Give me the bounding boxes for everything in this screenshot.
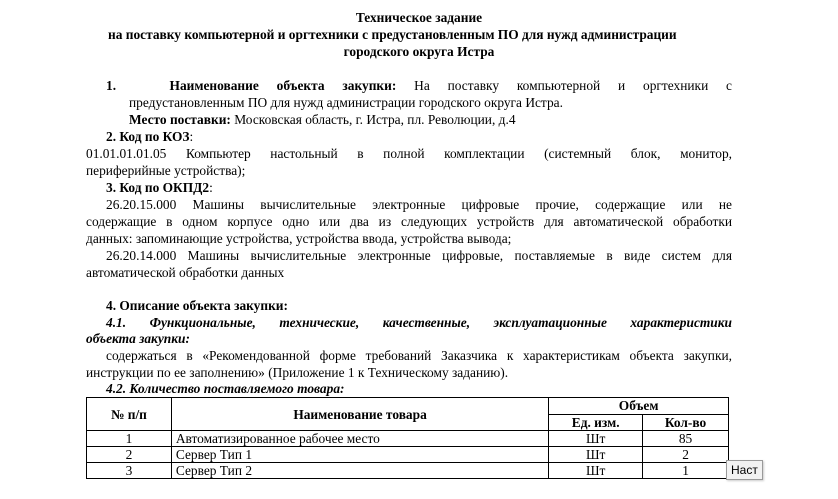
tooltip: Наст: [726, 460, 763, 480]
section3-p1-line2: [86, 213, 732, 230]
delivery-place-text: Московская область, г. Истра, пл. Революции, д.4: [234, 112, 516, 127]
section3-p2-line2: автоматической обработки данных: [86, 265, 285, 280]
row-num: 1: [87, 431, 172, 447]
section2-line1-text: 01.01.01.01.05 Компьютер настольный в полной комплектации (системный блок, монитор,: [86, 146, 732, 161]
section3-heading-text: 3. Код по ОКПД2: [106, 180, 210, 195]
section1-label: Наименование объекта закупки:: [169, 78, 397, 93]
section4-text-line2: инструкции по ее заполнению» (Приложение 1 к Техническому заданию).: [86, 365, 509, 380]
section4-heading: 4. Описание объекта закупки:: [106, 298, 288, 313]
row-qty: 85: [643, 431, 729, 447]
row-unit: Шт: [549, 463, 643, 479]
row-name: Сервер Тип 1: [171, 447, 548, 463]
delivery-place-label: Место поставки:: [129, 112, 231, 127]
row-num: 3: [87, 463, 172, 479]
section4-sub1-line1: [106, 314, 732, 331]
row-name: Сервер Тип 2: [171, 463, 548, 479]
row-name: Автоматизированное рабочее место: [171, 431, 548, 447]
section3-p1-line1: [106, 196, 732, 213]
row-qty: 2: [643, 447, 729, 463]
section3-colon: :: [209, 180, 213, 195]
header-volume: Объем: [549, 398, 729, 415]
header-name: Наименование товара: [171, 398, 548, 431]
section4-text-line1-text: содержаться в «Рекомендованной форме требований Заказчика к характеристикам объекта закупки,: [106, 348, 732, 363]
section3-p1-line1-text: 26.20.15.000 Машины вычислительные электронные цифровые прочие, содержащие или не: [106, 197, 732, 212]
document-subtitle-line2: городского округа Истра: [343, 44, 495, 59]
table-row: [87, 431, 729, 447]
section1-number: 1.: [106, 78, 117, 93]
delivery-place: [129, 111, 516, 128]
header-qty: Кол-во: [643, 414, 729, 431]
header-unit: Ед. изм.: [549, 414, 643, 431]
section3-p1-line2-text: содержащие в одном корпусе одно или два из следующих устройств для автоматической обработки: [86, 214, 732, 229]
row-unit: Шт: [549, 447, 643, 463]
section2-line1: [86, 145, 732, 162]
section2-heading: [106, 128, 193, 145]
goods-table: [86, 397, 729, 479]
row-qty: 1: [643, 463, 729, 479]
document-subtitle-line1: на поставку компьютерной и оргтехники с предустановленным ПО для нужд администрации: [108, 27, 677, 42]
section4-sub2: 4.2. Количество поставляемого товара:: [106, 381, 345, 396]
section2-colon: :: [189, 129, 194, 144]
section3-p1-line3: данных: запоминающие устройства, устройства ввода, устройства вывода;: [86, 231, 512, 246]
row-unit: Шт: [549, 431, 643, 447]
table-row: [87, 463, 729, 479]
section4-text-line1: [106, 347, 732, 364]
header-num: № п/п: [87, 398, 172, 431]
section4-sub1-line1-text: 4.1. Функциональные, технические, качественные, эксплуатационные характеристики: [106, 315, 732, 330]
section4-sub1-line2: объекта закупки:: [86, 331, 190, 346]
section2-line2: периферийные устройства);: [86, 163, 246, 178]
row-num: 2: [87, 447, 172, 463]
document-title: Техническое задание: [355, 10, 483, 25]
section3-p2-line1-text: 26.20.14.000 Машины вычислительные электронные цифровые, поставляемые в виде систем для: [106, 248, 732, 263]
section3-heading: [106, 179, 213, 196]
section1-line2: предустановленным ПО для нужд администрации городского округа Истра.: [129, 95, 563, 110]
section1-text: На поставку компьютерной и оргтехники с: [414, 78, 733, 93]
section3-p2-line1: [106, 247, 732, 264]
table-row: [87, 447, 729, 463]
table-header-row: [87, 398, 729, 415]
section1-line1: [106, 77, 732, 94]
section2-heading-text: 2. Код по КОЗ: [106, 129, 190, 144]
